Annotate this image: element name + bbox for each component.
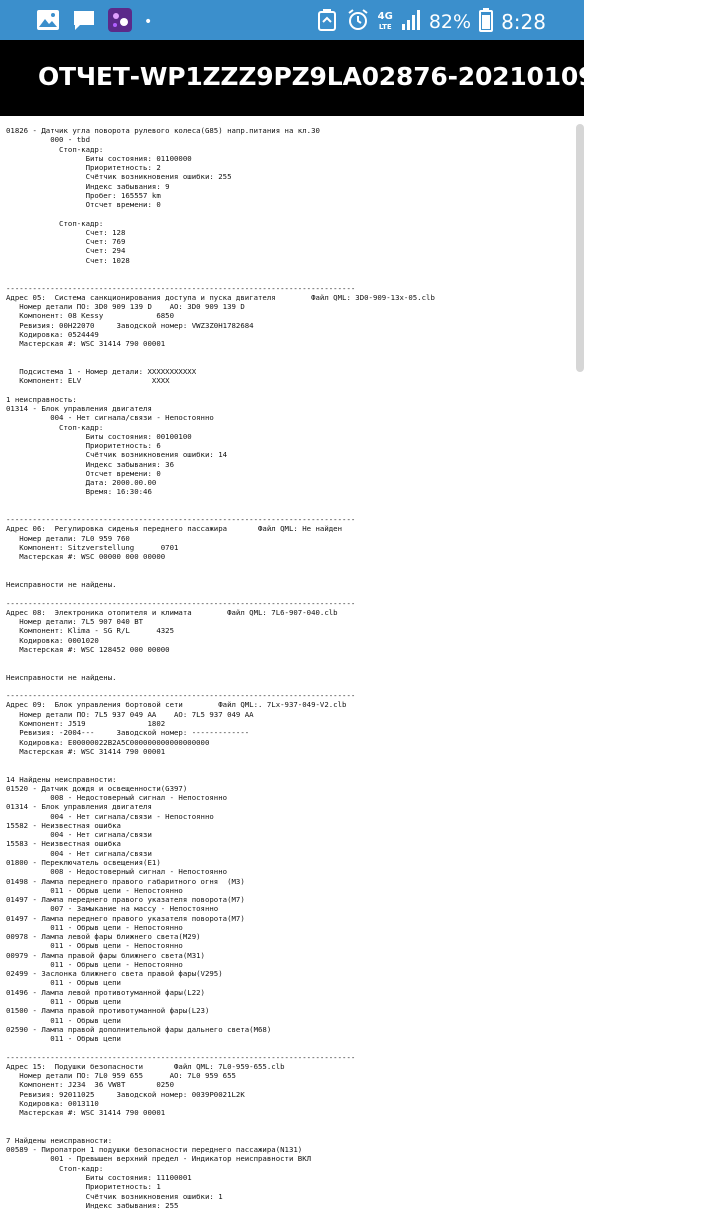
report-line: Номер детали ПО: 7L5 937 049 AA AO: 7L5 937 049 AA	[6, 709, 254, 719]
report-document[interactable]	[6, 126, 566, 1210]
report-line: 011 - Обрыв цепи - Непостоянно	[6, 941, 183, 951]
report-line: Адрес 08: Электроника отопителя и климата Файл QML: 7L6-907-040.clb	[6, 607, 338, 617]
report-line: 004 - Нет сигнала/связи	[6, 848, 152, 858]
report-line: Отсчет времени: 0	[6, 200, 161, 210]
report-line: 01826 - Датчик угла поворота рулевого колеса(G85) напр.питания на кл.30	[6, 126, 320, 135]
report-line: Счётчик возникновения ошибки: 255	[6, 172, 232, 182]
system-status	[316, 8, 546, 36]
report-line: Счет: 128	[6, 227, 126, 237]
report-line: 01500 - Лампа правой противотуманной фары(L23)	[6, 1006, 210, 1016]
report-line: Индекс забывания: 255	[6, 1200, 179, 1210]
report-line: 01314 - Блок управления двигателя	[6, 802, 152, 812]
report-line: -------------------------------------------------------------------------------	[6, 1052, 356, 1062]
report-line: 001 - Превышен верхний предел - Индикатор неисправности ВКЛ	[6, 1154, 312, 1164]
report-line: Стоп-кадр:	[6, 1163, 104, 1173]
report-line: 01498 - Лампа переднего правого габаритного огня (M3)	[6, 876, 245, 886]
report-line: Компонент: Klima - SG R/L 4325	[6, 626, 175, 636]
report-line: Индекс забывания: 36	[6, 459, 175, 469]
status-bar	[0, 0, 584, 40]
report-line: Мастерская #: WSC 31414 790 00001	[6, 746, 166, 756]
report-line: Кодировка: 0013110	[6, 1098, 99, 1108]
report-line: Биты состояния: 11100001	[6, 1173, 192, 1183]
app-icon	[108, 8, 132, 36]
report-line: 004 - Нет сигнала/связи	[6, 830, 152, 840]
network-label: 4G	[377, 11, 393, 22]
report-line: Мастерская #: WSC 31414 790 00001	[6, 1108, 166, 1118]
report-line: Неисправности не найдены.	[6, 580, 117, 590]
report-line: 15583 - Неизвестная ошибка	[6, 839, 121, 849]
report-line: Дата: 2000.00.00	[6, 478, 157, 488]
report-line: Мастерская #: WSC 00000 000 00000	[6, 552, 166, 562]
report-line: Компонент: 08 Kessy 6850	[6, 311, 175, 321]
report-line: Стоп-кадр:	[6, 422, 104, 432]
report-line: Счет: 294	[6, 246, 126, 256]
recycle-icon	[316, 8, 338, 36]
report-line: Подсистема 1 - Номер детали: XXXXXXXXXXX	[6, 366, 197, 376]
report-line: Компонент: J519 1802	[6, 719, 166, 728]
scrollbar[interactable]	[576, 124, 584, 372]
report-line: Адрес 06: Регулировка сиденья переднего пассажира Файл QML: Не найден	[6, 524, 343, 534]
report-line: -------------------------------------------------------------------------------	[6, 691, 356, 701]
report-line: 004 - Нет сигнала/связи - Непостоянно	[6, 413, 214, 423]
report-line: Компонент: Sitzverstellung 0701	[6, 542, 179, 552]
report-line: Кодировка: E00000022B2A5C000000000000000000	[6, 737, 210, 747]
report-line: Биты состояния: 01100000	[6, 153, 192, 163]
report-line: 011 - Обрыв цепи - Непостоянно	[6, 922, 183, 932]
dot-icon: •	[144, 14, 153, 30]
report-line: Биты состояния: 00100100	[6, 431, 192, 441]
report-line: Счётчик возникновения ошибки: 1	[6, 1191, 223, 1201]
report-line: -------------------------------------------------------------------------------	[6, 598, 356, 608]
report-line: Ревизия: -2004--- Заводской номер: -------------	[6, 728, 250, 738]
clock: 8:28	[501, 10, 546, 34]
message-icon	[72, 9, 96, 35]
app-bar	[0, 40, 702, 116]
alarm-icon	[346, 8, 370, 36]
report-line: 011 - Обрыв цепи	[6, 1034, 121, 1044]
battery-icon	[479, 8, 493, 36]
report-line: 15582 - Неизвестная ошибка	[6, 820, 121, 830]
report-line: Счет: 1028	[6, 255, 130, 265]
report-line: 01496 - Лампа левой противотуманной фары(L22)	[6, 987, 205, 997]
signal-icon	[401, 9, 421, 35]
report-line: 008 - Недостоверный сигнал - Непостоянно	[6, 793, 228, 803]
report-line: Номер детали ПО: 7L0 959 655 AO: 7L0 959 655	[6, 1071, 236, 1081]
report-line: -------------------------------------------------------------------------------	[6, 515, 356, 525]
report-line: Адрес 15: Подушки безопасности Файл QML: 7L0-959-655.clb	[6, 1061, 285, 1071]
report-line: 01497 - Лампа переднего правого указателя поворота(M7)	[6, 913, 245, 923]
report-line: 1 неисправность:	[6, 394, 77, 404]
report-line: Адрес 09: Блок управления бортовой сети Файл QML:. 7Lx-937-049-V2.clb	[6, 700, 347, 710]
report-line: Приоритетность: 1	[6, 1182, 161, 1192]
network-type	[378, 12, 393, 32]
report-line: 01800 - Переключатель освещения(E1)	[6, 857, 161, 867]
report-line: 14 Найдены неисправности:	[6, 774, 117, 784]
report-line: 007 - Замыкание на массу - Непостоянно	[6, 904, 219, 914]
report-line: 01314 - Блок управления двигателя	[6, 403, 152, 413]
report-line: 00979 - Лампа правой фары ближнего света(M31)	[6, 950, 205, 960]
report-line: Индекс забывания: 9	[6, 181, 170, 191]
report-line: 011 - Обрыв цепи	[6, 1015, 121, 1025]
report-line: Приоритетность: 6	[6, 441, 161, 451]
report-line: Кодировка: 0001020	[6, 635, 99, 645]
network-sub-label: LTE	[378, 23, 392, 31]
report-line: 00978 - Лампа левой фары ближнего света(M29)	[6, 932, 201, 942]
report-line: Стоп-кадр:	[6, 144, 104, 154]
report-line: 7 Найдены неисправности:	[6, 1135, 113, 1145]
report-text	[6, 126, 566, 1210]
gallery-icon	[36, 9, 60, 35]
report-line: Приоритетность: 2	[6, 163, 161, 173]
report-line: Ревизия: 92011025 Заводской номер: 0039P0021L2K	[6, 1089, 245, 1099]
report-line: Мастерская #: WSC 31414 790 00001	[6, 339, 166, 349]
report-line: Время: 16:30:46	[6, 487, 152, 497]
report-line: 01497 - Лампа переднего правого указателя поворота(M7)	[6, 895, 245, 905]
report-line: Пробег: 165557 km	[6, 190, 161, 200]
report-line: Стоп-кадр:	[6, 218, 104, 228]
notification-icons	[36, 8, 152, 36]
report-line: Кодировка: 0524449	[6, 329, 99, 339]
document-title: ОТЧЕТ-WP1ZZZ9PZ9LA02876-20210109-1337...	[38, 62, 702, 91]
report-line: Мастерская #: WSC 128452 000 00000	[6, 644, 170, 654]
report-line: 02590 - Лампа правой дополнительной фары дальнего света(M68)	[6, 1024, 272, 1034]
report-line: 011 - Обрыв цепи	[6, 978, 121, 988]
report-line: 000 - tbd	[6, 135, 91, 145]
report-line: 011 - Обрыв цепи	[6, 996, 121, 1006]
report-line: 011 - Обрыв цепи - Непостоянно	[6, 885, 183, 895]
report-line: 008 - Недостоверный сигнал - Непостоянно	[6, 867, 228, 877]
report-line: Ревизия: 00H22070 Заводской номер: VWZ3Z0H1782684	[6, 320, 254, 330]
report-line: 004 - Нет сигнала/связи - Непостоянно	[6, 811, 214, 821]
report-line: Счётчик возникновения ошибки: 14	[6, 450, 228, 460]
report-line: Компонент: J234 36 VW8T 0250	[6, 1080, 175, 1090]
report-line: Неисправности не найдены.	[6, 672, 117, 682]
battery-percent: 82%	[428, 11, 472, 33]
report-line: Номер детали: 7L0 959 760	[6, 533, 130, 543]
report-line: 00589 - Пиропатрон 1 подушки безопасности переднего пассажира(N131)	[6, 1145, 303, 1155]
report-line: Номер детали ПО: 3D0 909 139 D AO: 3D0 909 139 D	[6, 302, 245, 312]
report-line: 011 - Обрыв цепи - Непостоянно	[6, 959, 183, 969]
report-line: Счет: 769	[6, 237, 126, 247]
report-line: Компонент: ELV XXXX	[6, 376, 170, 386]
report-line: Номер детали: 7L5 907 040 BT	[6, 617, 144, 627]
report-line: Адрес 05: Система санкционирования доступа и пуска двигателя Файл QML: 3D0-909-13x-05.clb	[6, 292, 435, 302]
report-line: 02499 - Заслонка ближнего света правой фары(V295)	[6, 969, 223, 979]
report-line: 01520 - Датчик дождя и освещенности(G397)	[6, 783, 188, 793]
report-line: -------------------------------------------------------------------------------	[6, 283, 356, 293]
report-line: Отсчет времени: 0	[6, 468, 161, 478]
